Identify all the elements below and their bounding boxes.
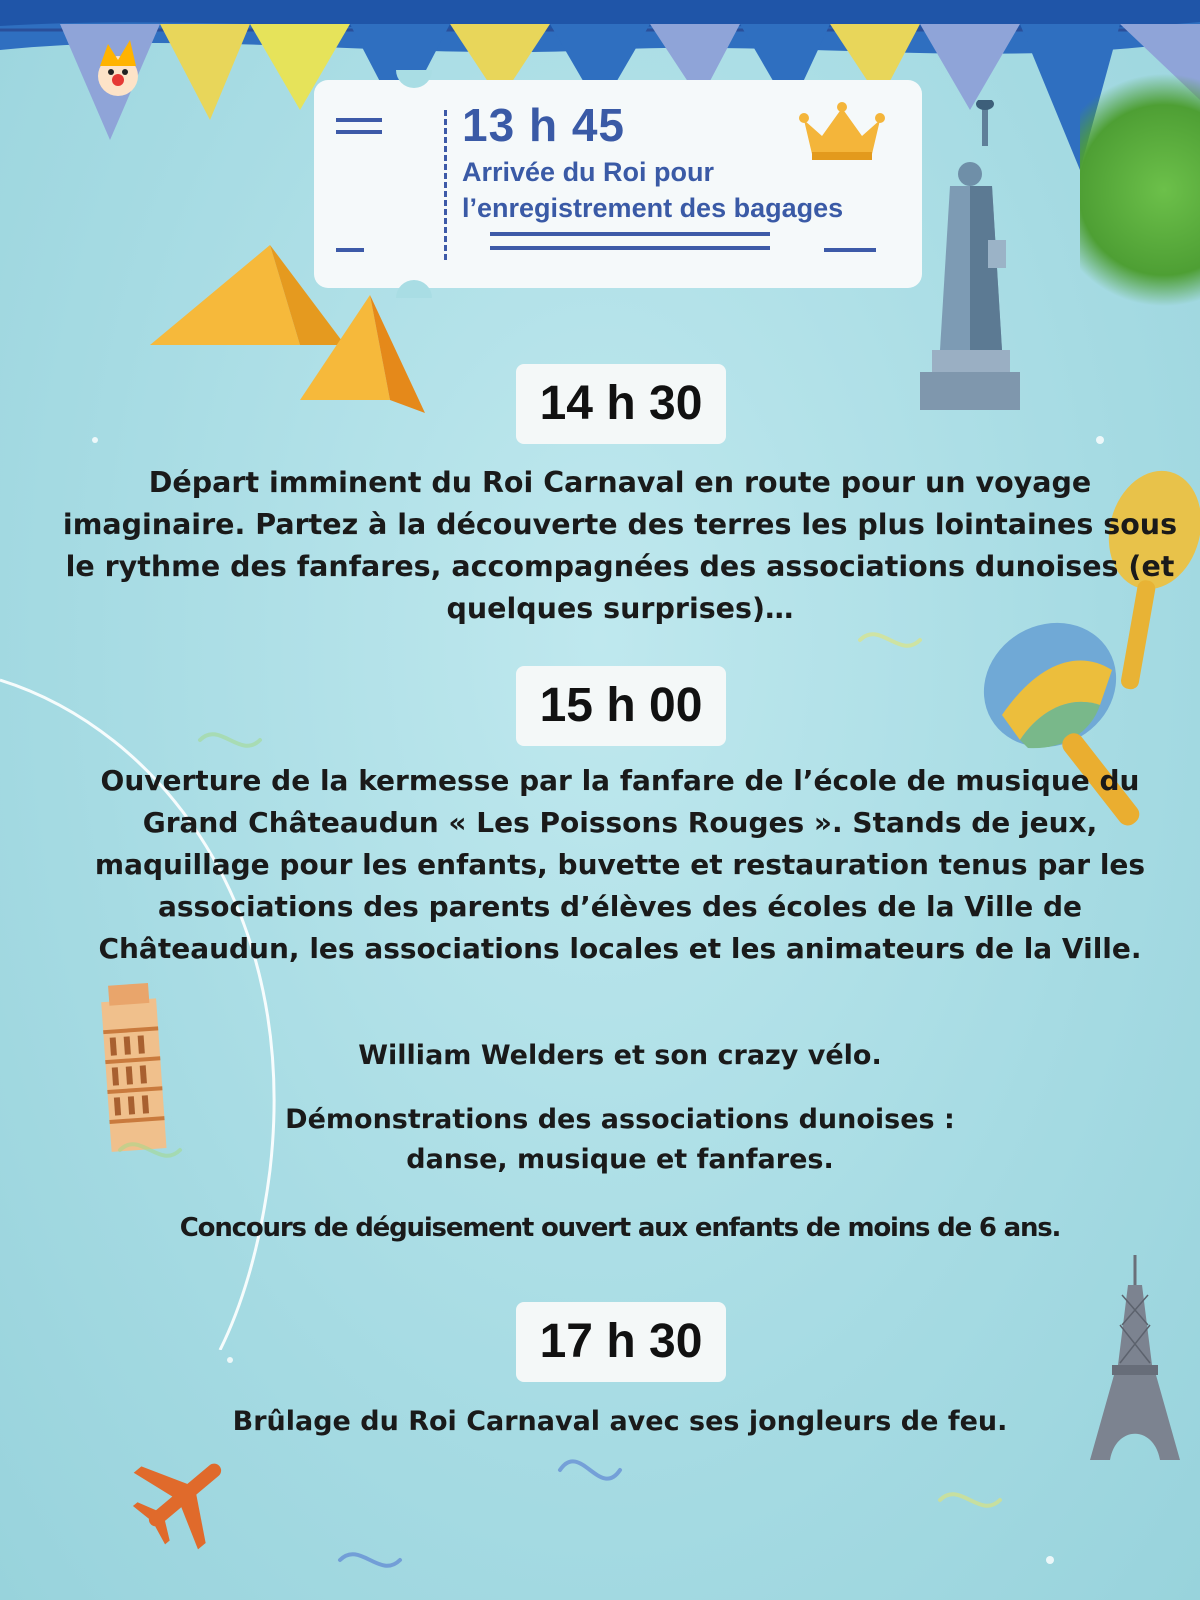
ticket-subtitle: Arrivée du Roi pour l’enregistrement des bagages [462, 157, 844, 223]
event-description: Départ imminent du Roi Carnaval en route pour un voyage imaginaire. Partez à la découverte des terres les plus lointaines sous le rythme des fanfares, accompagnées des associations dunoises (et quelques surprises)… [62, 466, 1178, 625]
time-badge: 14 h 30 [516, 364, 726, 444]
event-note: Concours de déguisement ouvert aux enfants de moins de 6 ans. [179, 1213, 1061, 1243]
time-badge: 17 h 30 [516, 1302, 726, 1382]
ticket-time: 13 h 45 [462, 99, 625, 151]
event-description: Brûlage du Roi Carnaval avec ses jongleurs de feu. [232, 1406, 1008, 1437]
time-badge: 15 h 00 [516, 666, 726, 746]
event-note: Démonstrations des associations dunoises : danse, musique et fanfares. [285, 1104, 955, 1175]
event-description: Ouverture de la kermesse par la fanfare de l’école de musique du Grand Châteaudun « Les Poissons Rouges ». Stands de jeux, maquillage pour les enfants, buvette et restauration tenus par les associations des parents d’élèves des écoles de la Ville de Châteaudun, les associations locales et les animateurs de la Ville. [94, 764, 1146, 965]
event-note: William Welders et son crazy vélo. [358, 1040, 882, 1071]
arrival-ticket [314, 80, 922, 288]
crown-icon [798, 102, 886, 162]
